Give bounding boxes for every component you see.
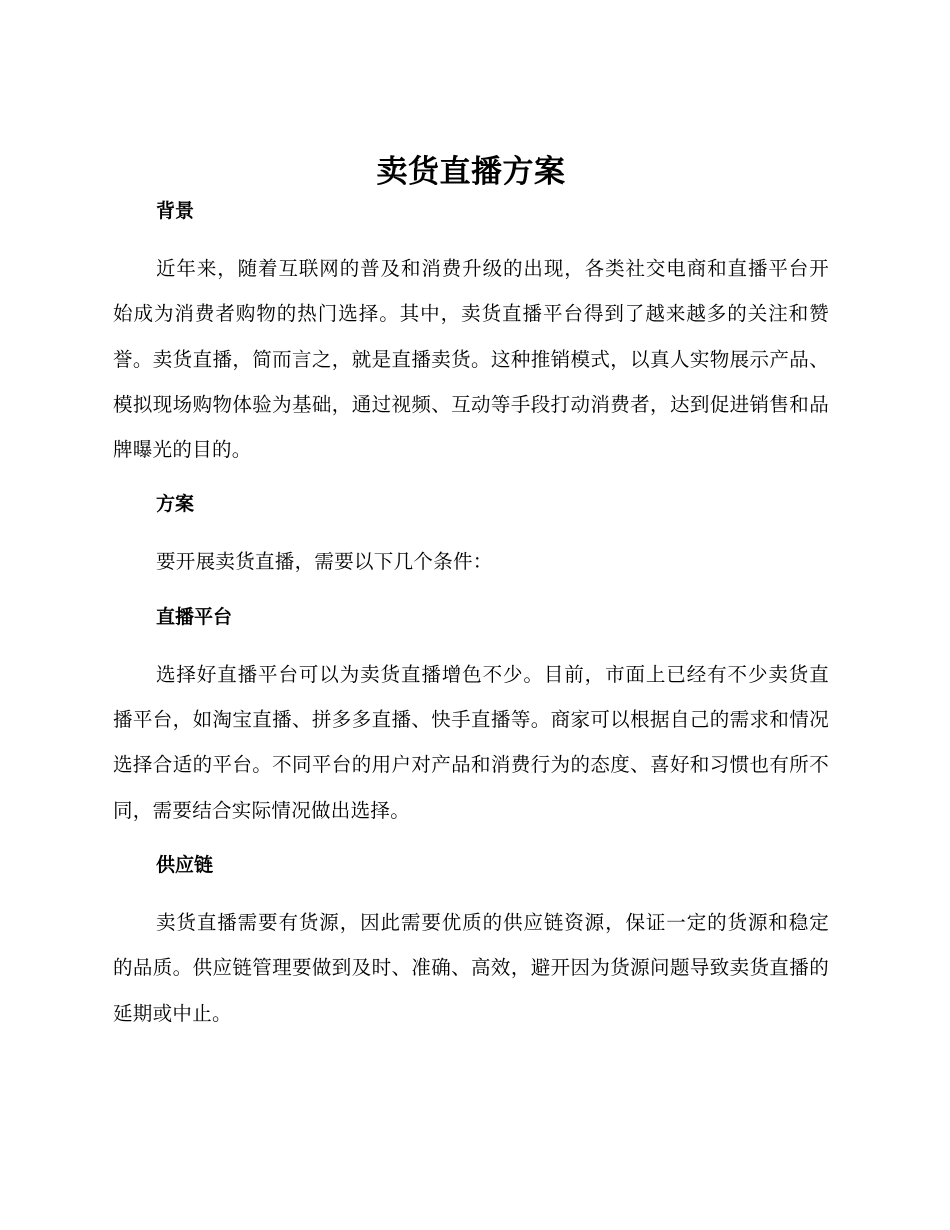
- spacer: [113, 226, 829, 246]
- spacer: [113, 833, 829, 850]
- spacer: [113, 880, 829, 900]
- spacer: [113, 632, 829, 652]
- document-body: [113, 148, 829, 1036]
- section-heading-supply-chain: 供应链: [156, 853, 214, 876]
- section-heading-background: 背景: [156, 200, 195, 222]
- document-title: 卖货直播方案: [376, 154, 566, 190]
- spacer: [113, 472, 829, 489]
- section-paragraph-platform: 选择好直播平台可以为卖货直播增色不少。目前，市面上已经有不少卖货直播平台，如淘宝直播、拼多多直播、快手直播等。商家可以根据自己的需求和情况选择合适的平台。不同平台的用户对产品和消费行为的态度、喜好和习惯也有所不同，需要结合实际情况做出选择。: [113, 662, 829, 822]
- section-heading-platform: 直播平台: [156, 605, 233, 628]
- section-paragraph-plan: 要开展卖货直播，需要以下几个条件：: [156, 550, 493, 574]
- spacer: [113, 519, 829, 539]
- section-paragraph-supply-chain: 卖货直播需要有货源，因此需要优质的供应链资源，保证一定的货源和稳定的品质。供应链管理要做到及时、准确、高效，避开因为货源问题导致卖货直播的延期或中止。: [113, 910, 829, 1025]
- spacer: [113, 585, 829, 602]
- section-paragraph-background: 近年来，随着互联网的普及和消费升级的出现，各类社交电商和直播平台开始成为消费者购物的热门选择。其中，卖货直播平台得到了越来越多的关注和赞誉。卖货直播，简而言之，就是直播卖货。这种推销模式，以真人实物展示产品、模拟现场购物体验为基础，通过视频、互动等手段打动消费者，达到促进销售和品牌曝光的目的。: [113, 257, 829, 462]
- section-heading-plan: 方案: [156, 493, 195, 516]
